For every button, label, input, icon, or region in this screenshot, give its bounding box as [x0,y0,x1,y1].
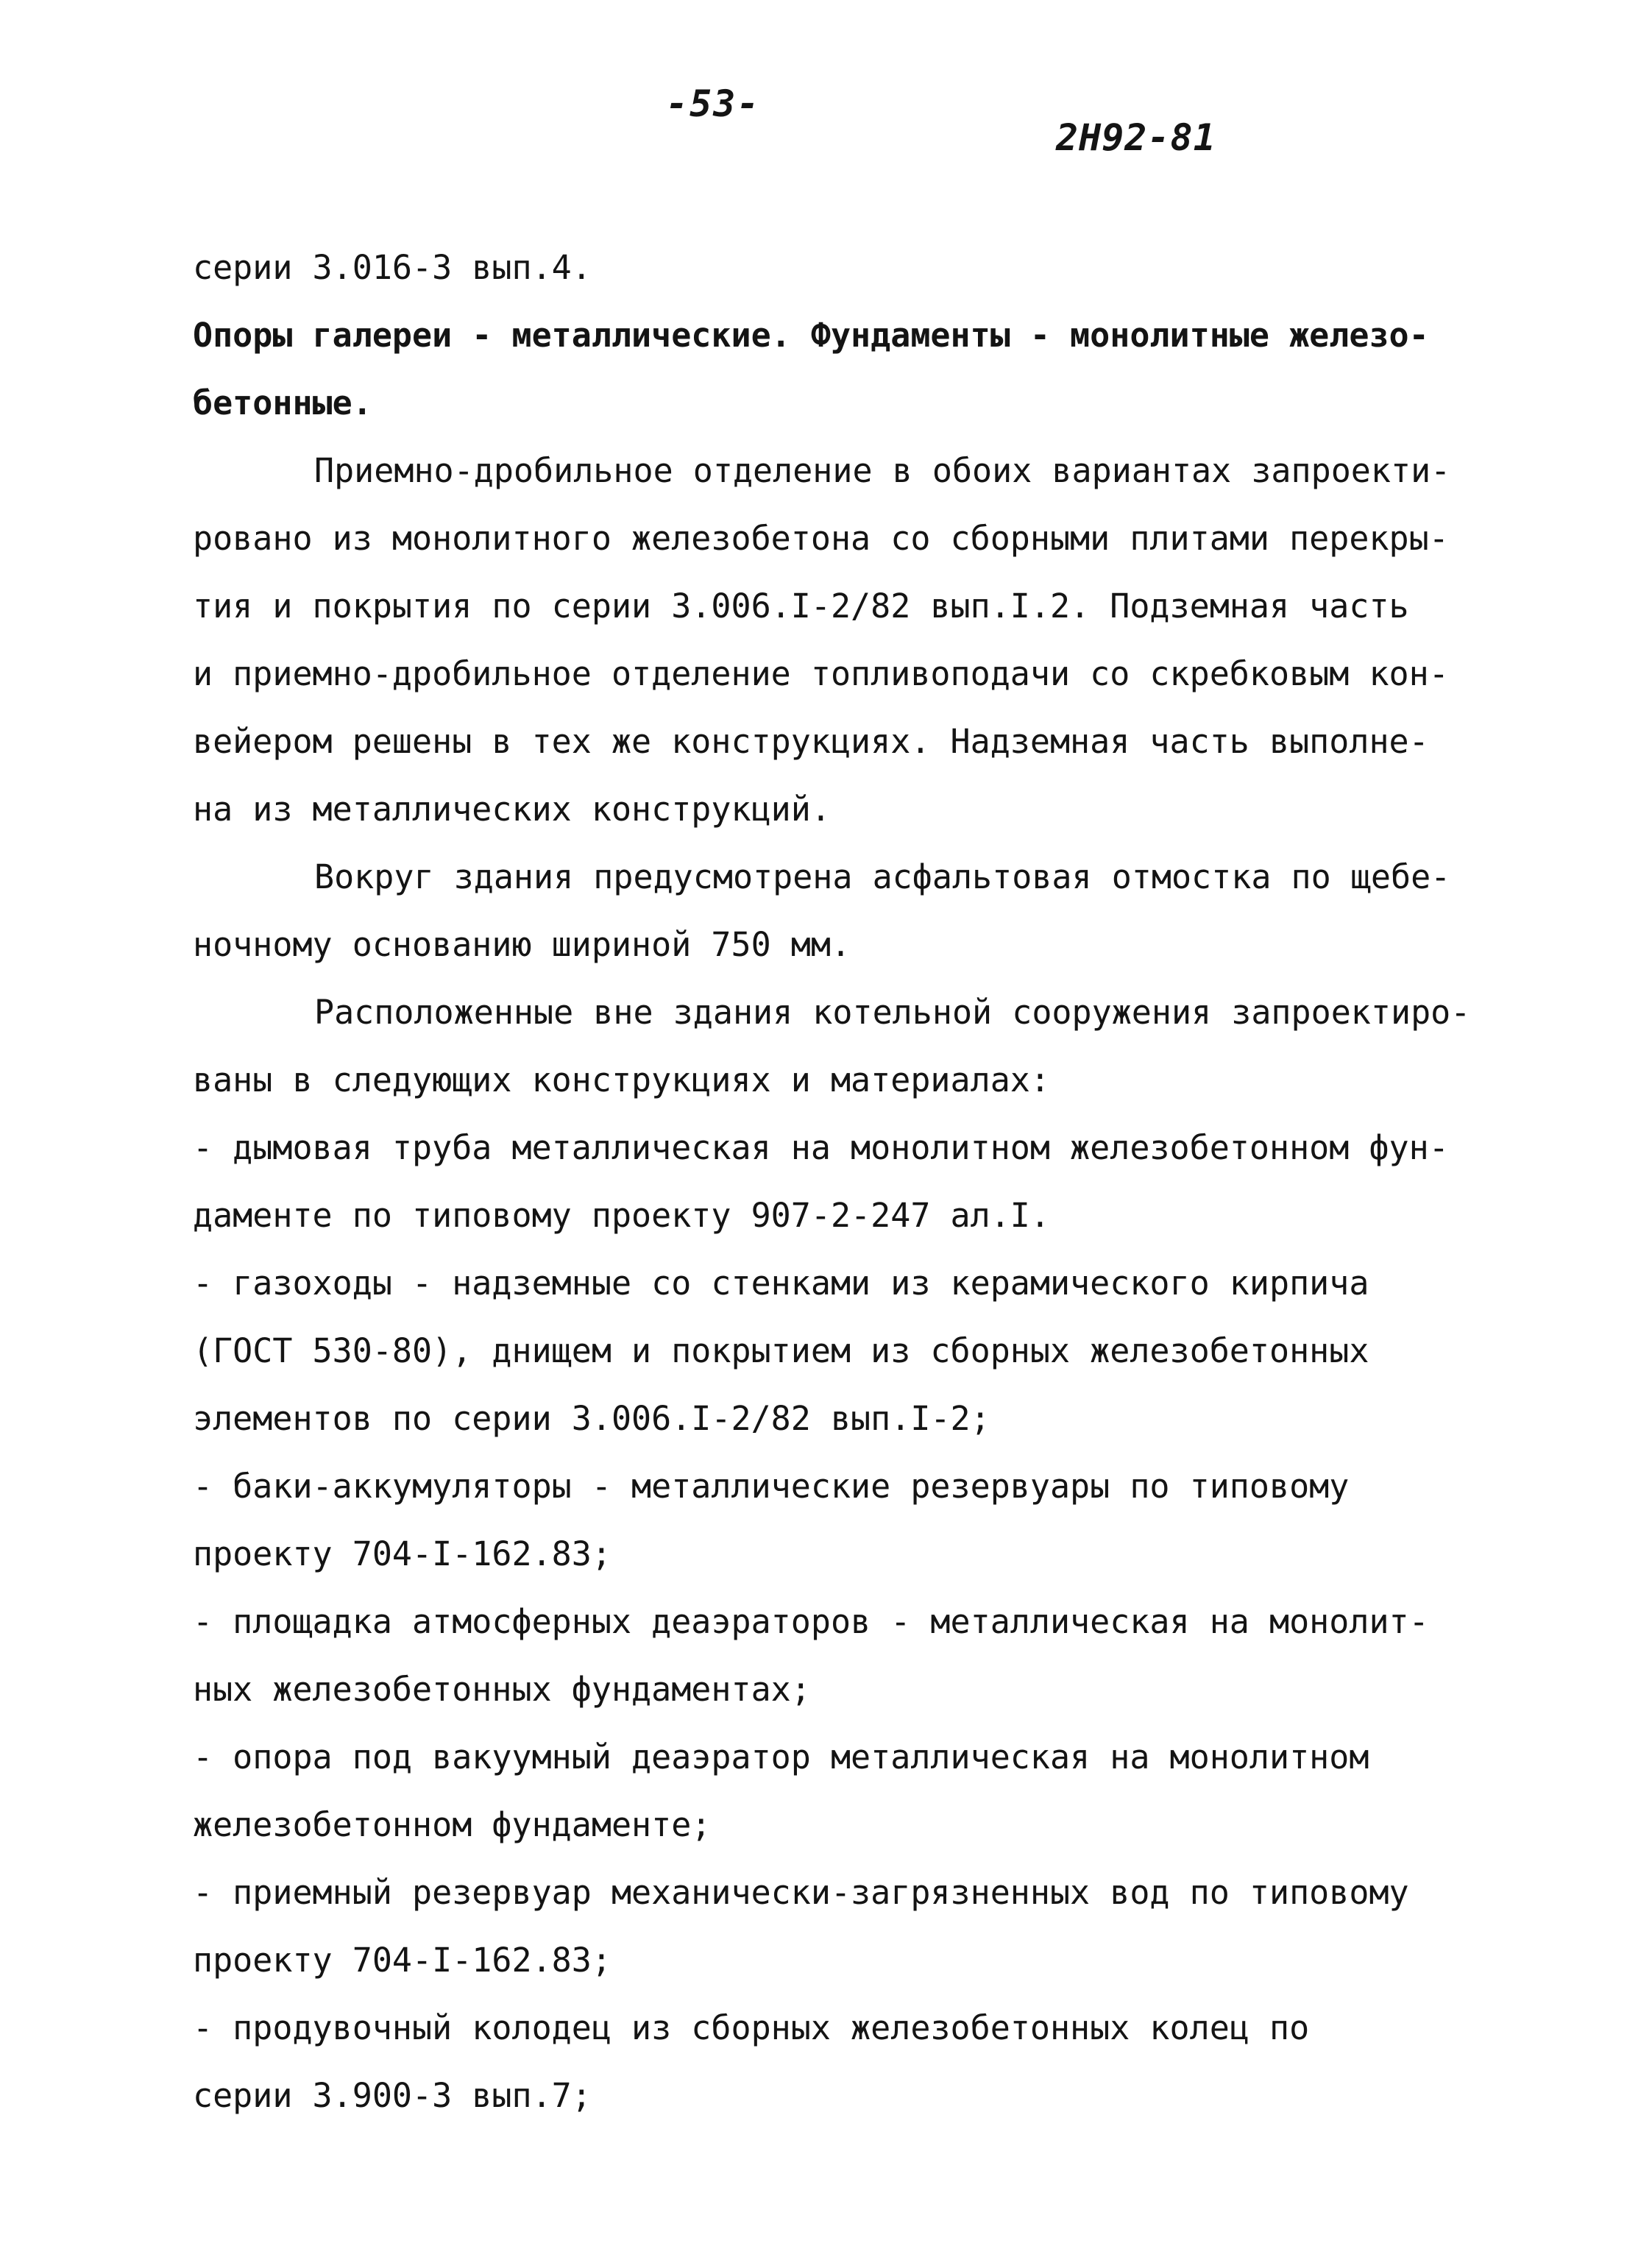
text-line: бетонные. [193,383,372,422]
list-item-line: - продувочный колодец из сборных железобетонных колец по [193,2008,1310,2047]
text-line: ваны в следующих конструкциях и материалах: [193,1060,1050,1099]
paragraph-start-line: Вокруг здания предусмотрена асфальтовая отмостка по щебе- [314,857,1451,896]
text-line: железобетонном фундаменте; [193,1805,712,1844]
text-line: Опоры галереи - металлические. Фундаменты - монолитные железо- [193,316,1429,355]
list-item-line: - приемный резервуар механически-загрязненных вод по типовому [193,1873,1409,1912]
text-line: (ГОСТ 530-80), днищем и покрытием из сборных железобетонных [193,1331,1369,1370]
list-item-line: - дымовая труба металлическая на монолитном железобетонном фун- [193,1128,1449,1167]
text-line: даменте по типовому проекту 907-2-247 ал.I. [193,1196,1050,1235]
document-code: 2Н92-81 [1056,116,1216,159]
text-line: элементов по серии 3.006.I-2/82 вып.I-2; [193,1399,990,1438]
text-line: серии 3.900-3 вып.7; [193,2076,592,2115]
text-line: на из металлических конструкций. [193,790,831,829]
text-line: вейером решены в тех же конструкциях. Надземная часть выполне- [193,722,1429,761]
list-item-line: - площадка атмосферных деаэраторов - металлическая на монолит- [193,1602,1429,1641]
text-line: ровано из монолитного железобетона со сборными плитами перекры- [193,519,1449,558]
paragraph-start-line: Расположенные вне здания котельной сооружения запроектиро- [314,993,1471,1032]
list-item-line: - газоходы - надземные со стенками из керамического кирпича [193,1264,1369,1303]
paragraph-start-line: Приемно-дробильное отделение в обоих вариантах запроекти- [314,451,1451,490]
text-line: проекту 704-I-162.83; [193,1534,611,1573]
page-number: -53- [666,82,761,125]
text-line: ных железобетонных фундаментах; [193,1670,811,1709]
text-line: и приемно-дробильное отделение топливоподачи со скребковым кон- [193,654,1449,693]
body-text [193,234,1517,2130]
list-item-line: - опора под вакуумный деаэратор металлическая на монолитном [193,1737,1369,1777]
text-line: тия и покрытия по серии 3.006.I-2/82 вып.I.2. Подземная часть [193,587,1409,626]
list-item-line: - баки-аккумуляторы - металлические резервуары по типовому [193,1467,1350,1506]
text-line: серии 3.016-3 вып.4. [193,248,592,287]
text-line: проекту 704-I-162.83; [193,1941,611,1980]
text-line: ночному основанию шириной 750 мм. [193,925,851,964]
